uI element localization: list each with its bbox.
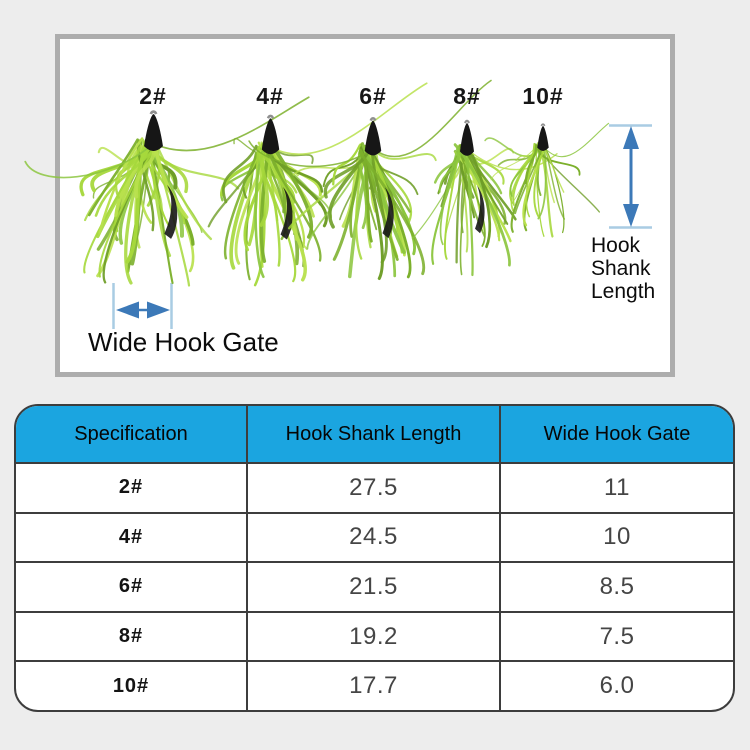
size-label: 2# [139, 83, 167, 109]
gate-cell: 8.5 [599, 572, 635, 600]
table-row [16, 512, 733, 562]
header-cell-shank-length: Hook Shank Length [248, 406, 501, 462]
shank-cell: 21.5 [248, 563, 501, 611]
table-row [16, 561, 733, 611]
shank-cell: 24.5 [248, 514, 501, 562]
gate-cell: 11 [604, 473, 630, 501]
table-header-row [16, 406, 733, 464]
hook-jig [502, 132, 584, 247]
table-row [16, 464, 733, 512]
vertical-double-arrow-icon [606, 123, 654, 235]
size-label: 8# [453, 83, 481, 109]
shank-cell: 27.5 [248, 464, 501, 512]
table-row [16, 611, 733, 661]
shank-cell: 17.7 [248, 662, 501, 710]
table-row [16, 660, 733, 710]
size-label: 6# [359, 83, 387, 109]
gate-cell: 6.0 [599, 672, 635, 700]
shank-cell: 19.2 [248, 613, 501, 661]
header-cell-specification: Specification [16, 406, 248, 462]
gate-cell: 7.5 [599, 622, 635, 650]
hook-jig [314, 129, 432, 289]
spec-cell: 6# [16, 563, 248, 611]
spec-cell: 8# [16, 613, 248, 661]
spec-cell: 2# [16, 464, 248, 512]
feather-jig-icon [86, 123, 221, 293]
size-label: 10# [522, 83, 564, 109]
shank-length-arrow-icon [606, 123, 654, 240]
hook-jig [86, 123, 221, 293]
photo-canvas [60, 39, 670, 372]
gate-cell: 10 [603, 523, 631, 551]
header-cell-hook-gate: Wide Hook Gate [543, 422, 691, 445]
feather-jig-icon [502, 132, 584, 247]
wide-hook-gate-label: Wide Hook Gate [88, 327, 279, 357]
feather-jig-icon [314, 129, 432, 289]
spec-table [14, 404, 735, 712]
spec-cell: 4# [16, 514, 248, 562]
spec-cell: 10# [16, 662, 248, 710]
product-photo [55, 34, 675, 377]
size-label: 4# [256, 83, 284, 109]
hook-shank-length-label: Hook Shank Length [591, 234, 656, 303]
